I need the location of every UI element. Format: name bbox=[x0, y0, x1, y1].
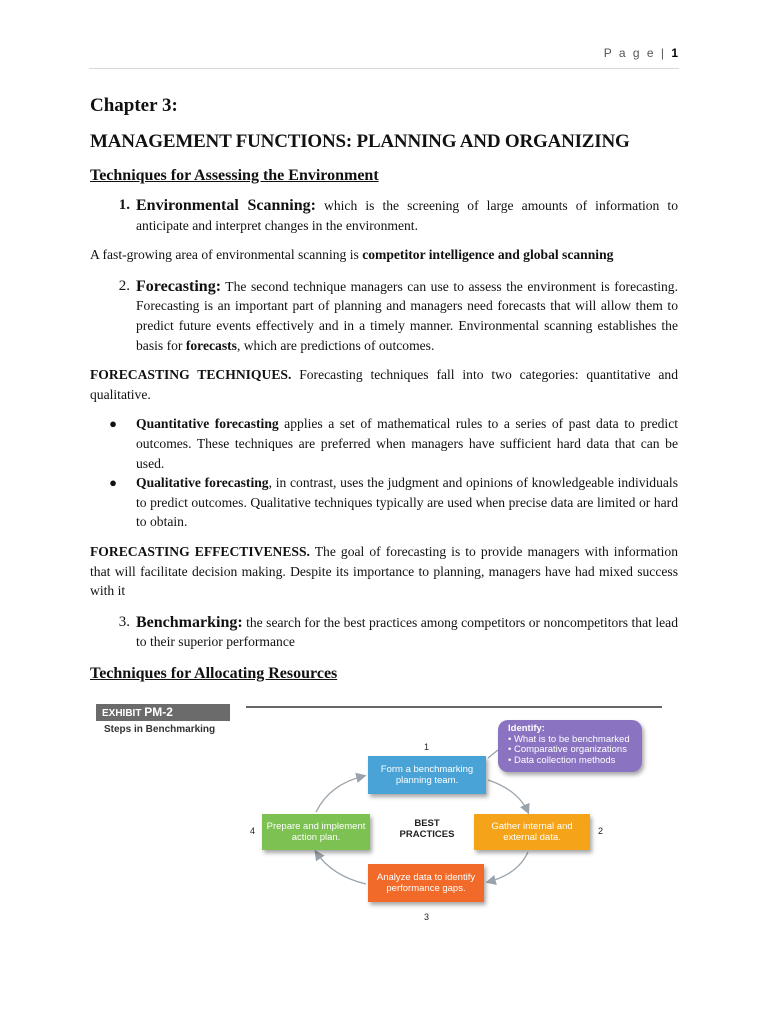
section-heading-allocating: Techniques for Allocating Resources bbox=[90, 664, 338, 682]
section-heading-assessing: Techniques for Assessing the Environment bbox=[90, 167, 379, 184]
bullet-icon: ● bbox=[109, 416, 117, 432]
benchmarking-exhibit bbox=[96, 700, 666, 930]
page-label: P a g e | bbox=[603, 46, 666, 60]
item-term: Forecasting: bbox=[136, 277, 222, 295]
header-rule bbox=[89, 68, 679, 69]
identify-item: • Data collection methods bbox=[508, 754, 616, 766]
arrow-1-to-2 bbox=[488, 780, 528, 812]
item-number: 3. bbox=[118, 613, 130, 630]
identify-title: Identify: bbox=[508, 723, 545, 734]
identify-box bbox=[498, 720, 642, 772]
list-item-benchmarking: 3. Benchmarking: the search for the best practices among competitors or noncompetitors that lead to their superior performance bbox=[90, 613, 678, 652]
item-text: which is the screening of large amounts of information to anticipate and interpret changes in the environment. bbox=[136, 198, 678, 233]
document-body bbox=[90, 90, 678, 684]
exhibit-rule bbox=[246, 706, 662, 708]
arrow-2-to-3 bbox=[488, 852, 528, 882]
item-number: 1. bbox=[118, 197, 130, 213]
page-header bbox=[604, 46, 678, 60]
item-number: 2. bbox=[118, 277, 130, 294]
bullet-qualitative: ● Qualitative forecasting, in contrast, uses the judgment and opinions of knowledgeable individuals to predict outcomes. Qualitative techniques typically are used when precise data are limited or hard to obtain. bbox=[90, 473, 678, 532]
page-number: 1 bbox=[671, 46, 678, 60]
item-term: Benchmarking: bbox=[136, 613, 243, 631]
step-1-box: Form a benchmarking planning team. bbox=[368, 756, 486, 794]
step-2-box: Gather internal and external data. bbox=[474, 814, 590, 850]
bullet-quantitative: ● Quantitative forecasting applies a set of mathematical rules to a series of past data to predict outcomes. These techniques are preferred when managers have sufficient hard data that can be used. bbox=[90, 414, 678, 473]
step-number-2: 2 bbox=[598, 826, 604, 836]
identify-item: • What is to be benchmarked bbox=[508, 733, 630, 745]
paragraph-forecasting-techniques: FORECASTING TECHNIQUES. Forecasting techniques fall into two categories: quantitative and qualitative. bbox=[90, 367, 678, 402]
list-item-environmental-scanning bbox=[90, 196, 678, 235]
chapter-heading: Chapter 3: bbox=[90, 95, 178, 116]
bullet-icon: ● bbox=[109, 475, 117, 491]
exhibit-subtitle: Steps in Benchmarking bbox=[104, 724, 216, 735]
arrow-4-to-1 bbox=[316, 776, 364, 812]
paragraph-competitor: A fast-growing area of environmental scanning is competitor intelligence and global scanning bbox=[90, 247, 614, 263]
step-number-4: 4 bbox=[250, 826, 256, 836]
step-number-3: 3 bbox=[424, 912, 430, 922]
best-practices-label: BEST PRACTICES bbox=[399, 818, 455, 840]
chapter-title: MANAGEMENT FUNCTIONS: PLANNING AND ORGANIZING bbox=[90, 131, 630, 152]
paragraph-forecasting-effectiveness: FORECASTING EFFECTIVENESS. The goal of forecasting is to provide managers with information that will facilitate decision making. Despite its importance to planning, managers have had mixed success with it bbox=[90, 543, 678, 599]
identify-item: • Comparative organizations bbox=[508, 744, 627, 755]
exhibit-tag: EXHIBIT PM-2 bbox=[96, 704, 230, 721]
arrow-3-to-4 bbox=[316, 852, 366, 884]
bold-phrase: competitor intelligence and global scanning bbox=[362, 247, 614, 263]
step-3-box: Analyze data to identify performance gaps. bbox=[368, 864, 484, 902]
step-number-1: 1 bbox=[424, 742, 430, 752]
item-term: Environmental Scanning: bbox=[136, 197, 316, 214]
step-4-box: Prepare and implement action plan. bbox=[262, 814, 370, 850]
list-item-forecasting: 2. Forecasting: The second technique managers can use to assess the environment is forecasting. Forecasting is an important part of planning and managers need forecasts that will allow them to predict future events effectively and in a timely manner. Environmental scanning establishes the basis for forecasts, which are predictions of outcomes. bbox=[90, 277, 678, 355]
arrow-identify-to-1 bbox=[488, 750, 498, 758]
